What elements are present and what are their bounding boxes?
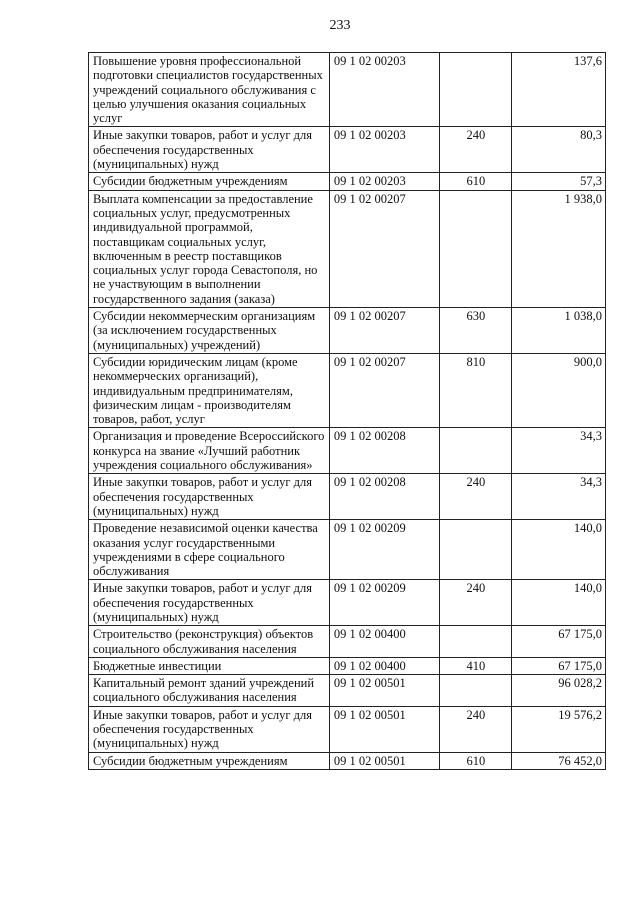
row-name-cell: Выплата компенсации за предоставление социальных услуг, предусмотренных индивидуальной программой, поставщикам социальных услуг, включенным в реестр поставщиков социальных услуг города Севастополя, но не участвующим в выполнении государственного задания (заказа) (89, 190, 330, 307)
row-amount-cell: 19 576,2 (512, 706, 606, 752)
row-expense-type-cell: 810 (439, 353, 511, 427)
row-code-cell: 09 1 02 00501 (329, 752, 439, 769)
row-code-cell: 09 1 02 00400 (329, 657, 439, 674)
row-name-cell: Повышение уровня профессиональной подготовки специалистов государственных учреждений социального обслуживания с целью улучшения оказания социальных услуг (89, 53, 330, 127)
row-amount-cell: 76 452,0 (512, 752, 606, 769)
row-amount-cell: 140,0 (512, 520, 606, 580)
row-name-cell: Субсидии юридическим лицам (кроме некоммерческих организаций), индивидуальным предпринимателям, физическим лицам - производителям товаров, работ, услуг (89, 353, 330, 427)
budget-table-body (89, 53, 606, 770)
row-expense-type-cell (439, 675, 511, 707)
row-code-cell: 09 1 02 00501 (329, 706, 439, 752)
row-name-cell: Капитальный ремонт зданий учреждений социального обслуживания населения (89, 675, 330, 707)
row-name-cell: Организация и проведение Всероссийского конкурса на звание «Лучший работник учреждения социального обслуживания» (89, 428, 330, 474)
row-name-cell: Иные закупки товаров, работ и услуг для обеспечения государственных (муниципальных) нужд (89, 706, 330, 752)
row-expense-type-cell (439, 190, 511, 307)
row-code-cell: 09 1 02 00208 (329, 428, 439, 474)
table-row (89, 580, 606, 626)
row-name-cell: Иные закупки товаров, работ и услуг для обеспечения государственных (муниципальных) нужд (89, 127, 330, 173)
table-row (89, 428, 606, 474)
row-amount-cell: 67 175,0 (512, 626, 606, 658)
table-row (89, 474, 606, 520)
row-name-cell: Строительство (реконструкция) объектов социального обслуживания населения (89, 626, 330, 658)
row-expense-type-cell: 610 (439, 752, 511, 769)
row-amount-cell: 57,3 (512, 173, 606, 190)
row-amount-cell: 1 938,0 (512, 190, 606, 307)
row-code-cell: 09 1 02 00501 (329, 675, 439, 707)
row-amount-cell: 140,0 (512, 580, 606, 626)
row-name-cell: Субсидии бюджетным учреждениям (89, 752, 330, 769)
row-code-cell: 09 1 02 00203 (329, 173, 439, 190)
table-row (89, 657, 606, 674)
row-expense-type-cell (439, 520, 511, 580)
row-amount-cell: 80,3 (512, 127, 606, 173)
row-expense-type-cell: 240 (439, 580, 511, 626)
table-row (89, 127, 606, 173)
row-code-cell: 09 1 02 00209 (329, 580, 439, 626)
row-amount-cell: 1 038,0 (512, 308, 606, 354)
row-code-cell: 09 1 02 00207 (329, 190, 439, 307)
row-amount-cell: 900,0 (512, 353, 606, 427)
row-amount-cell: 34,3 (512, 474, 606, 520)
row-amount-cell: 96 028,2 (512, 675, 606, 707)
row-name-cell: Иные закупки товаров, работ и услуг для обеспечения государственных (муниципальных) нужд (89, 474, 330, 520)
row-expense-type-cell: 610 (439, 173, 511, 190)
row-name-cell: Проведение независимой оценки качества оказания услуг государственными учреждениями в сфере социального обслуживания (89, 520, 330, 580)
table-row (89, 626, 606, 658)
row-expense-type-cell (439, 626, 511, 658)
row-amount-cell: 137,6 (512, 53, 606, 127)
row-expense-type-cell: 410 (439, 657, 511, 674)
page-number: 233 (329, 18, 351, 33)
row-code-cell: 09 1 02 00209 (329, 520, 439, 580)
table-row (89, 173, 606, 190)
row-amount-cell: 34,3 (512, 428, 606, 474)
row-name-cell: Субсидии некоммерческим организациям (за исключением государственных (муниципальных) учреждений) (89, 308, 330, 354)
row-expense-type-cell: 240 (439, 706, 511, 752)
row-amount-cell: 67 175,0 (512, 657, 606, 674)
row-expense-type-cell: 240 (439, 474, 511, 520)
table-row (89, 520, 606, 580)
table-row (89, 675, 606, 707)
table-row (89, 190, 606, 307)
table-row (89, 308, 606, 354)
row-code-cell: 09 1 02 00400 (329, 626, 439, 658)
row-expense-type-cell: 240 (439, 127, 511, 173)
row-name-cell: Иные закупки товаров, работ и услуг для обеспечения государственных (муниципальных) нужд (89, 580, 330, 626)
row-code-cell: 09 1 02 00203 (329, 127, 439, 173)
row-code-cell: 09 1 02 00207 (329, 353, 439, 427)
table-row (89, 353, 606, 427)
table-row (89, 706, 606, 752)
table-row (89, 752, 606, 769)
table-row (89, 53, 606, 127)
row-name-cell: Бюджетные инвестиции (89, 657, 330, 674)
row-code-cell: 09 1 02 00208 (329, 474, 439, 520)
row-name-cell: Субсидии бюджетным учреждениям (89, 173, 330, 190)
row-code-cell: 09 1 02 00203 (329, 53, 439, 127)
row-expense-type-cell (439, 53, 511, 127)
row-expense-type-cell (439, 428, 511, 474)
row-code-cell: 09 1 02 00207 (329, 308, 439, 354)
budget-table (88, 52, 606, 770)
row-expense-type-cell: 630 (439, 308, 511, 354)
